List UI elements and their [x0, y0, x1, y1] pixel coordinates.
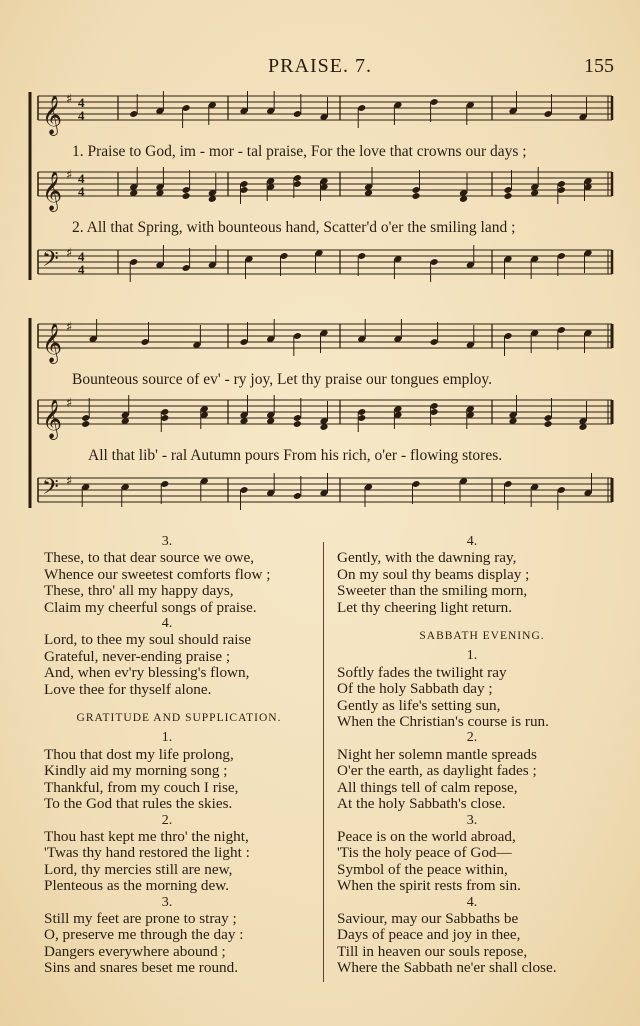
verse-line: To the God that rules the skies. [44, 795, 233, 813]
note-head [81, 420, 90, 428]
verse-line: Kindly aid my morning song ; [44, 762, 228, 780]
verse-number: 4. [161, 616, 173, 632]
verse-line: When the spirit rests from sin. [337, 877, 521, 895]
verse-number: 4. [466, 894, 478, 910]
verse-line: Thou that dost my life prolong, [44, 745, 234, 763]
time-signature-bottom: 4 [78, 108, 85, 123]
verse-line: Whence our sweetest comforts flow ; [44, 565, 271, 583]
verse-line: 'Tis the holy peace of God— [337, 844, 512, 862]
sharp-icon: ♯ [66, 92, 73, 107]
sharp-icon: ♯ [66, 320, 73, 335]
time-signature-top: 4 [78, 171, 85, 186]
verse-line: Love thee for thyself alone. [44, 680, 212, 698]
bass-clef-icon: 𝄢 [42, 247, 59, 277]
verse-line: Symbol of the peace within, [337, 860, 508, 878]
note-head [543, 420, 552, 428]
verse-number: 1. [466, 648, 478, 664]
section-title: GRATITUDE AND SUPPLICATION. [76, 712, 282, 725]
section-title: SABBATH EVENING. [419, 630, 545, 643]
lyric-line-3: Bounteous source of ev' - ry joy, Let thy praise our tongues employ. [72, 371, 493, 388]
verse-line: All things tell of calm repose, [337, 778, 518, 796]
treble-clef-icon: 𝄞 [42, 95, 63, 135]
verse-number: 3. [161, 894, 173, 910]
verse-number: 3. [161, 534, 173, 549]
verse-line: These, thro' all my happy days, [44, 582, 234, 600]
treble-clef-icon: 𝄞 [42, 171, 63, 211]
verse-line: Gently, with the dawning ray, [337, 549, 517, 567]
sharp-icon: ♯ [66, 396, 73, 411]
verse-line: O'er the earth, as daylight fades ; [337, 762, 537, 780]
verse-line: Softly fades the twilight ray [337, 663, 507, 681]
verse-line: Plenteous as the morning dew. [44, 877, 230, 895]
sharp-icon: ♯ [66, 474, 73, 489]
verse-line: Lord, thy mercies still are new, [44, 860, 233, 878]
verse-line: These, to that dear source we owe, [44, 549, 255, 567]
verse-line: And, when ev'ry blessing's flown, [44, 664, 250, 682]
treble-clef-icon: 𝄞 [42, 323, 63, 363]
verse-line: Gently as life's setting sun, [337, 696, 501, 714]
lyric-line-1: 1. Praise to God, im - mor - tal praise, For the love that crowns our days ; [72, 143, 527, 160]
verse-line: Where the Sabbath ne'er shall close. [337, 959, 557, 977]
verse-line: Let thy cheering light return. [337, 598, 513, 616]
verse-line: Sins and snares beset me round. [44, 959, 239, 977]
verse-line: Thou hast kept me thro' the night, [44, 827, 249, 845]
lyric-line-4: All that lib' - ral Autumn pours From his rich, o'er - flowing stores. [88, 447, 503, 464]
lyric-line-2: 2. All that Spring, with bounteous hand, Scatter'd o'er the smiling land ; [72, 219, 516, 236]
time-signature-top: 4 [78, 95, 85, 110]
column-divider [323, 542, 324, 982]
note-head [293, 420, 302, 428]
verse-number: 1. [161, 730, 173, 746]
verse-line: Till in heaven our souls repose, [337, 942, 528, 960]
sharp-icon: ♯ [66, 168, 73, 183]
time-signature-bottom: 4 [78, 262, 85, 277]
verse-line: Peace is on the world abroad, [337, 827, 516, 845]
verse-number: 2. [466, 730, 478, 746]
left-column-verses [44, 534, 314, 977]
note-head [503, 192, 512, 200]
note-head [182, 192, 191, 200]
verse-line: Sweeter than the smiling morn, [337, 582, 528, 600]
verse-line: Grateful, never-ending praise ; [44, 647, 231, 665]
treble-clef-icon: 𝄞 [42, 399, 63, 439]
verse-line: Saviour, may our Sabbaths be [337, 909, 519, 927]
verse-line: On my soul thy beams display ; [337, 565, 530, 583]
verse-number: 2. [161, 812, 173, 828]
right-column-verses [337, 534, 627, 977]
verse-line: Of the holy Sabbath day ; [337, 680, 493, 698]
verse-line: Dangers everywhere abound ; [44, 942, 226, 960]
sharp-icon: ♯ [66, 246, 73, 261]
verse-line: When the Christian's course is run. [337, 713, 549, 731]
hymn-title: PRAISE. 7. [268, 55, 372, 77]
verse-line: Thankful, from my couch I rise, [44, 778, 239, 796]
verse-line: Lord, to thee my soul should raise [44, 631, 252, 649]
verse-number: 3. [466, 812, 478, 828]
verse-line: O, preserve me through the day : [44, 926, 244, 944]
note-head [411, 192, 420, 200]
page-number: 155 [584, 55, 614, 77]
time-signature-top: 4 [78, 249, 85, 264]
verse-line: Claim my cheerful songs of praise. [44, 598, 257, 616]
verse-line: Days of peace and joy in thee, [337, 926, 521, 944]
time-signature-bottom: 4 [78, 184, 85, 199]
verse-number: 4. [466, 534, 478, 549]
verse-line: At the holy Sabbath's close. [337, 795, 506, 813]
verse-line: 'Twas thy hand restored the light : [44, 844, 250, 862]
verse-line: Night her solemn mantle spreads [337, 745, 537, 763]
bass-clef-icon: 𝄢 [42, 475, 59, 505]
verse-line: Still my feet are prone to stray ; [44, 909, 237, 927]
